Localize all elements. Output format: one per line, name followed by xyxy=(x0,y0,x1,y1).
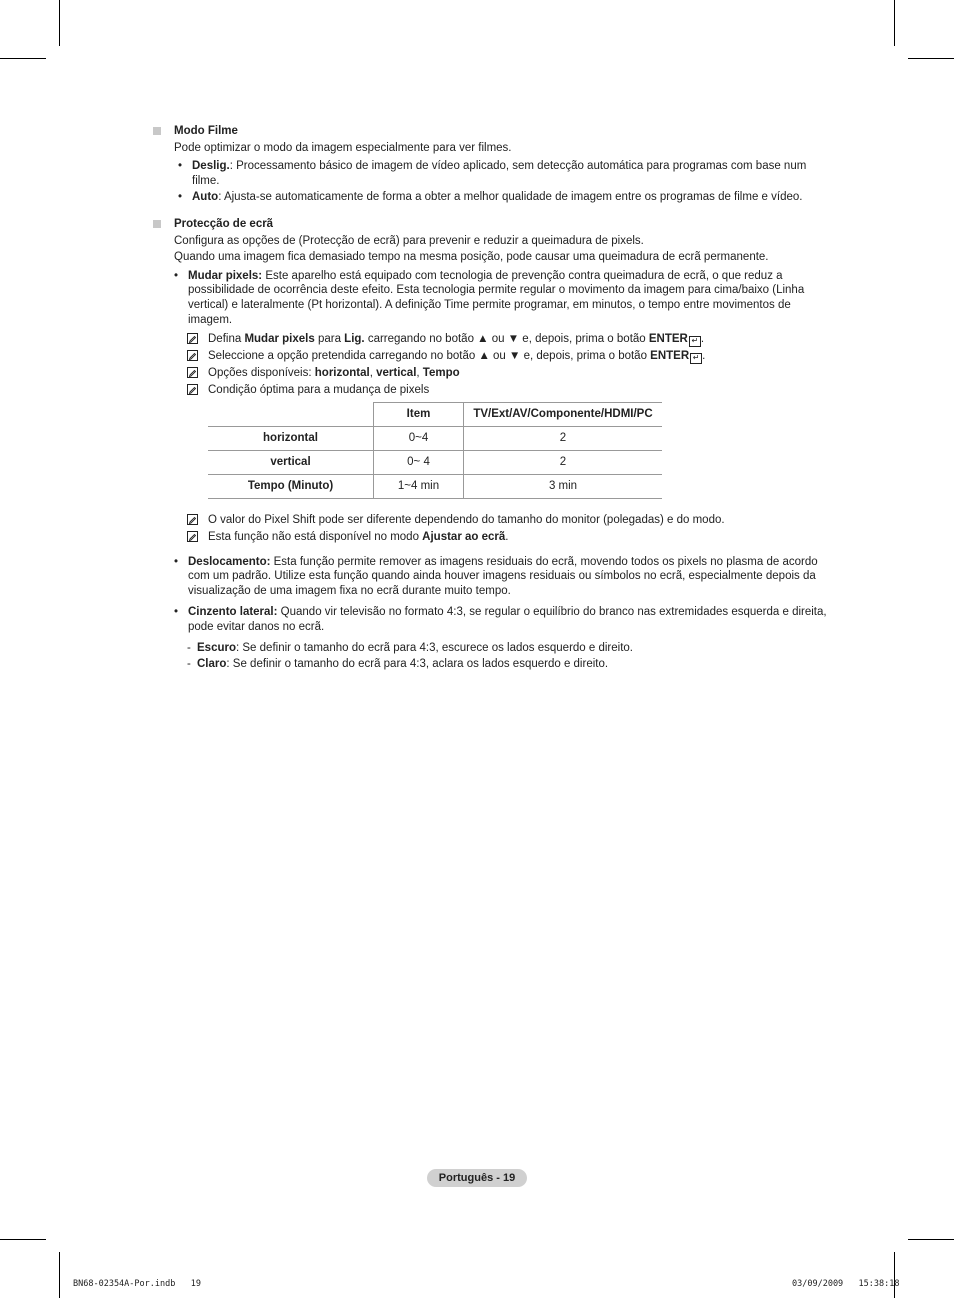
item-label: Mudar pixels: xyxy=(188,269,263,282)
dash-icon: - xyxy=(187,641,191,654)
note-bold: horizontal xyxy=(314,367,370,380)
table-header-row xyxy=(208,403,662,427)
note-item xyxy=(153,513,833,528)
crop-mark xyxy=(908,58,954,59)
crop-mark xyxy=(894,0,895,46)
square-bullet-icon xyxy=(153,127,161,135)
bullet-icon: • xyxy=(174,269,179,282)
section-heading-modo-filme xyxy=(153,124,833,139)
note-text: Opções disponíveis: xyxy=(208,367,315,380)
crop-mark xyxy=(894,1252,895,1298)
note-text: Esta função não está disponível no modo xyxy=(208,531,423,544)
table-cell: 0~4 xyxy=(374,427,464,451)
bullet-icon: • xyxy=(178,191,183,204)
list-item xyxy=(153,190,833,205)
item-text: : Se definir o tamanho do ecrã para 4:3, aclara os lados esquerdo e direito. xyxy=(226,658,609,671)
page-number-badge: Português - 19 xyxy=(427,1169,527,1187)
note-icon xyxy=(187,333,198,344)
note-bold: Tempo xyxy=(422,367,460,380)
section-description: Configura as opções de (Protecção de ecrã) para prevenir e reduzir a queimadura de pixels. xyxy=(174,234,644,247)
note-text: . xyxy=(702,350,706,363)
dash-icon: - xyxy=(187,658,191,671)
note-bold: Lig. xyxy=(344,333,365,346)
crop-mark xyxy=(0,58,46,59)
item-label: Escuro xyxy=(197,641,236,654)
note-bold: ENTER xyxy=(650,350,690,363)
item-text: : Ajusta-se automaticamente de forma a obter a melhor qualidade de imagem entre os programas de filme e vídeo. xyxy=(218,191,803,204)
table-header-cell: Item xyxy=(374,403,464,427)
note-text: O valor do Pixel Shift pode ser diferente dependendo do tamanho do monitor (polegadas) e do modo. xyxy=(208,514,725,526)
crop-mark xyxy=(908,1239,954,1240)
note-text: , xyxy=(369,367,377,380)
enter-icon: ↵ xyxy=(690,353,702,364)
section-description: Quando uma imagem fica demasiado tempo na mesma posição, pode causar uma queimadura de ecrã permanente. xyxy=(174,251,769,264)
table-header-cell xyxy=(208,403,374,427)
item-text: Quando vir televisão no formato 4:3, se regular o equilíbrio do branco nas extremidades esquerda e direita, pode evitar danos no ecrã. xyxy=(188,606,827,634)
table-cell: 0~ 4 xyxy=(374,451,464,475)
file-info: BN68-02354A-Por.indb 19 xyxy=(73,1279,201,1289)
list-item-cinzento-lateral xyxy=(153,605,833,634)
note-bold: vertical xyxy=(376,367,417,380)
item-text: : Processamento básico de imagem de vídeo aplicado, sem detecção automática para programas com base num filme. xyxy=(192,160,807,187)
square-bullet-icon xyxy=(153,220,161,228)
table-cell: 1~4 min xyxy=(374,475,464,499)
section-description: Pode optimizar o modo da imagem especialmente para ver filmes. xyxy=(174,141,512,154)
table-row xyxy=(208,475,662,499)
note-text: . xyxy=(505,531,509,544)
table-cell: 2 xyxy=(464,451,663,475)
crop-mark xyxy=(59,0,60,46)
section-title: Modo Filme xyxy=(174,125,238,137)
section-heading-proteccao xyxy=(153,217,833,232)
table-row xyxy=(208,451,662,475)
note-text: Condição óptima para a mudança de pixels xyxy=(208,384,430,397)
note-text: . xyxy=(700,333,705,346)
crop-mark xyxy=(59,1252,60,1298)
sub-item xyxy=(153,641,833,656)
note-item xyxy=(153,383,833,398)
table-row xyxy=(208,427,662,451)
note-bold: Ajustar ao ecrã xyxy=(422,531,506,544)
item-label: Deslocamento: xyxy=(188,555,271,568)
note-icon xyxy=(187,384,198,395)
list-item-mudar-pixels xyxy=(153,269,833,327)
table-cell: vertical xyxy=(208,451,374,475)
note-item xyxy=(153,530,833,545)
crop-mark xyxy=(0,1239,46,1240)
table-cell: 2 xyxy=(464,427,663,451)
page-content xyxy=(153,124,833,672)
bullet-icon: • xyxy=(174,606,179,619)
note-bold: ENTER xyxy=(648,333,688,346)
note-icon xyxy=(187,367,198,378)
note-bold: Mudar pixels xyxy=(244,333,315,346)
note-text: , xyxy=(416,367,423,380)
item-text: Esta função permite remover as imagens residuais do ecrã, movendo todos os pixels no plasma de acordo com um padrão. Utilize esta função quando ainda houver imagens residuais ou símbolos no ecrã, especialmente depois da visualização de uma imagem fixa no ecrã durante muito tempo. xyxy=(188,555,818,597)
note-text: para xyxy=(314,333,345,346)
note-item xyxy=(153,332,833,347)
note-icon xyxy=(187,531,198,542)
note-icon xyxy=(187,350,198,361)
item-text: : Se definir o tamanho do ecrã para 4:3, escurece os lados esquerdo e direito. xyxy=(236,641,633,654)
item-label: Auto xyxy=(192,191,219,204)
section-title: Protecção de ecrã xyxy=(174,217,274,230)
table-cell: horizontal xyxy=(208,427,374,451)
note-text: Defina xyxy=(208,333,245,346)
item-label: Claro xyxy=(197,658,227,671)
note-item xyxy=(153,366,833,381)
item-text: Este aparelho está equipado com tecnologia de prevenção contra queimadura de ecrã, o que reduz a possibilidade de ocorrência deste efeito. Esta tecnologia permite regular o movimento da imagem para cima/baixo (Linha vertical) e lateralmente (Pt horizontal). A definição Time permite programar, em minutos, o tempo entre movimentos de imagem. xyxy=(188,269,805,326)
table-header-cell: TV/Ext/AV/Componente/HDMI/PC xyxy=(464,403,663,427)
list-item xyxy=(153,159,833,188)
enter-icon: ↵ xyxy=(689,336,701,347)
item-label: Deslig. xyxy=(192,160,230,173)
note-icon xyxy=(187,514,198,525)
print-datetime: 03/09/2009 15:38:18 xyxy=(792,1279,900,1289)
note-text: carregando no botão ▲ ou ▼ e, depois, prima o botão xyxy=(364,333,649,346)
note-item xyxy=(153,349,833,364)
table-cell: Tempo (Minuto) xyxy=(208,475,374,499)
table-cell: 3 min xyxy=(464,475,663,499)
item-label: Cinzento lateral: xyxy=(188,606,278,619)
sub-item xyxy=(153,657,833,672)
pixel-shift-table xyxy=(208,402,662,499)
note-text: Seleccione a opção pretendida carregando no botão ▲ ou ▼ e, depois, prima o botão xyxy=(208,350,651,363)
list-item-deslocamento xyxy=(153,555,833,599)
bullet-icon: • xyxy=(174,555,179,568)
bullet-icon: • xyxy=(178,160,183,173)
